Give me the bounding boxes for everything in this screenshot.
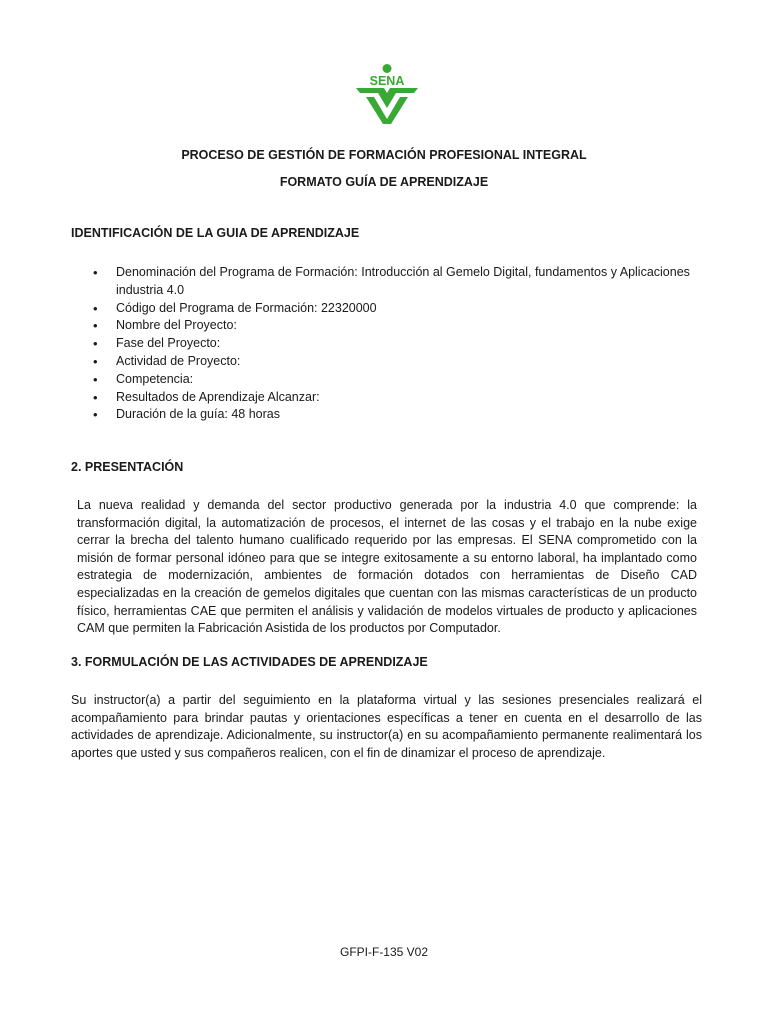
bullet-icon: •: [93, 300, 98, 316]
list-item: [71, 335, 711, 353]
formulation-heading: 3. FORMULACIÓN DE LAS ACTIVIDADES DE APRENDIZAJE: [71, 655, 428, 669]
bullet-icon: •: [93, 389, 98, 405]
bullet-icon: •: [93, 318, 98, 334]
list-item: [71, 353, 711, 371]
logo-text: SENA: [369, 74, 405, 88]
bullet-icon: •: [93, 336, 98, 352]
list-item-text: Competencia:: [116, 371, 194, 386]
list-item: [71, 406, 711, 424]
presentation-paragraph: La nueva realidad y demanda del sector productivo generada por la industria 4.0 que comprende: la transformación digital, la automatización de procesos, el internet de las cosas y el trabajo en la nube exige cerrar la brecha del talento humano cualificado requerido por las empresas. El SENA comprometido con la misión de formar personal idóneo para que se integre exitosamente a su entorno laboral, ha implantado como estrategia de modernización, ambientes de formación dotados con herramientas de Diseño CAD especializadas en la creación de gemelos digitales que cuentan con las mismas características de un producto físico, herramientas CAE que permiten el análisis y validación de modelos virtuales de producto y aplicaciones CAM que permiten la Fabricación Asistida de los productos por Computador.: [77, 498, 697, 636]
bullet-icon: •: [93, 265, 98, 280]
bullet-icon: •: [93, 407, 98, 423]
list-item: [71, 389, 711, 407]
list-item-text: Resultados de Aprendizaje Alcanzar:: [116, 389, 320, 404]
document-title: PROCESO DE GESTIÓN DE FORMACIÓN PROFESIONAL INTEGRAL: [181, 148, 587, 162]
list-item: [71, 264, 711, 300]
identification-heading: IDENTIFICACIÓN DE LA GUIA DE APRENDIZAJE: [71, 226, 360, 240]
bullet-icon: •: [93, 353, 98, 369]
list-item-text: Fase del Proyecto:: [116, 336, 221, 351]
document-code-footer: GFPI-F-135 V02: [339, 945, 429, 959]
list-item: [71, 300, 711, 318]
list-item-text: Denominación del Programa de Formación: Introducción al Gemelo Digital, fundamentos y Aplicaciones industria 4.0: [116, 265, 690, 297]
identification-list: [71, 264, 711, 424]
sena-logo-icon: [352, 64, 422, 124]
document-subtitle: FORMATO GUÍA DE APRENDIZAJE: [279, 175, 489, 189]
list-item-text: Nombre del Proyecto:: [116, 318, 237, 333]
list-item-text: Actividad de Proyecto:: [116, 353, 241, 368]
list-item: [71, 371, 711, 389]
list-item-text: Código del Programa de Formación: 22320000: [116, 300, 377, 315]
bullet-icon: •: [93, 371, 98, 387]
presentation-heading: 2. PRESENTACIÓN: [71, 460, 184, 474]
list-item: [71, 317, 711, 335]
list-item-text: Duración de la guía: 48 horas: [116, 407, 280, 422]
sena-logo: [352, 64, 422, 124]
formulation-paragraph: Su instructor(a) a partir del seguimiento en la plataforma virtual y las sesiones presenciales realizará el acompañamiento para brindar pautas y orientaciones específicas a tener en cuenta en el desarrollo de las actividades de aprendizaje. Adicionalmente, su instructor(a) en su acompañamiento permanente realimentará los aportes que usted y sus compañeros realicen, con el fin de dinamizar el proceso de aprendizaje.: [71, 693, 702, 760]
